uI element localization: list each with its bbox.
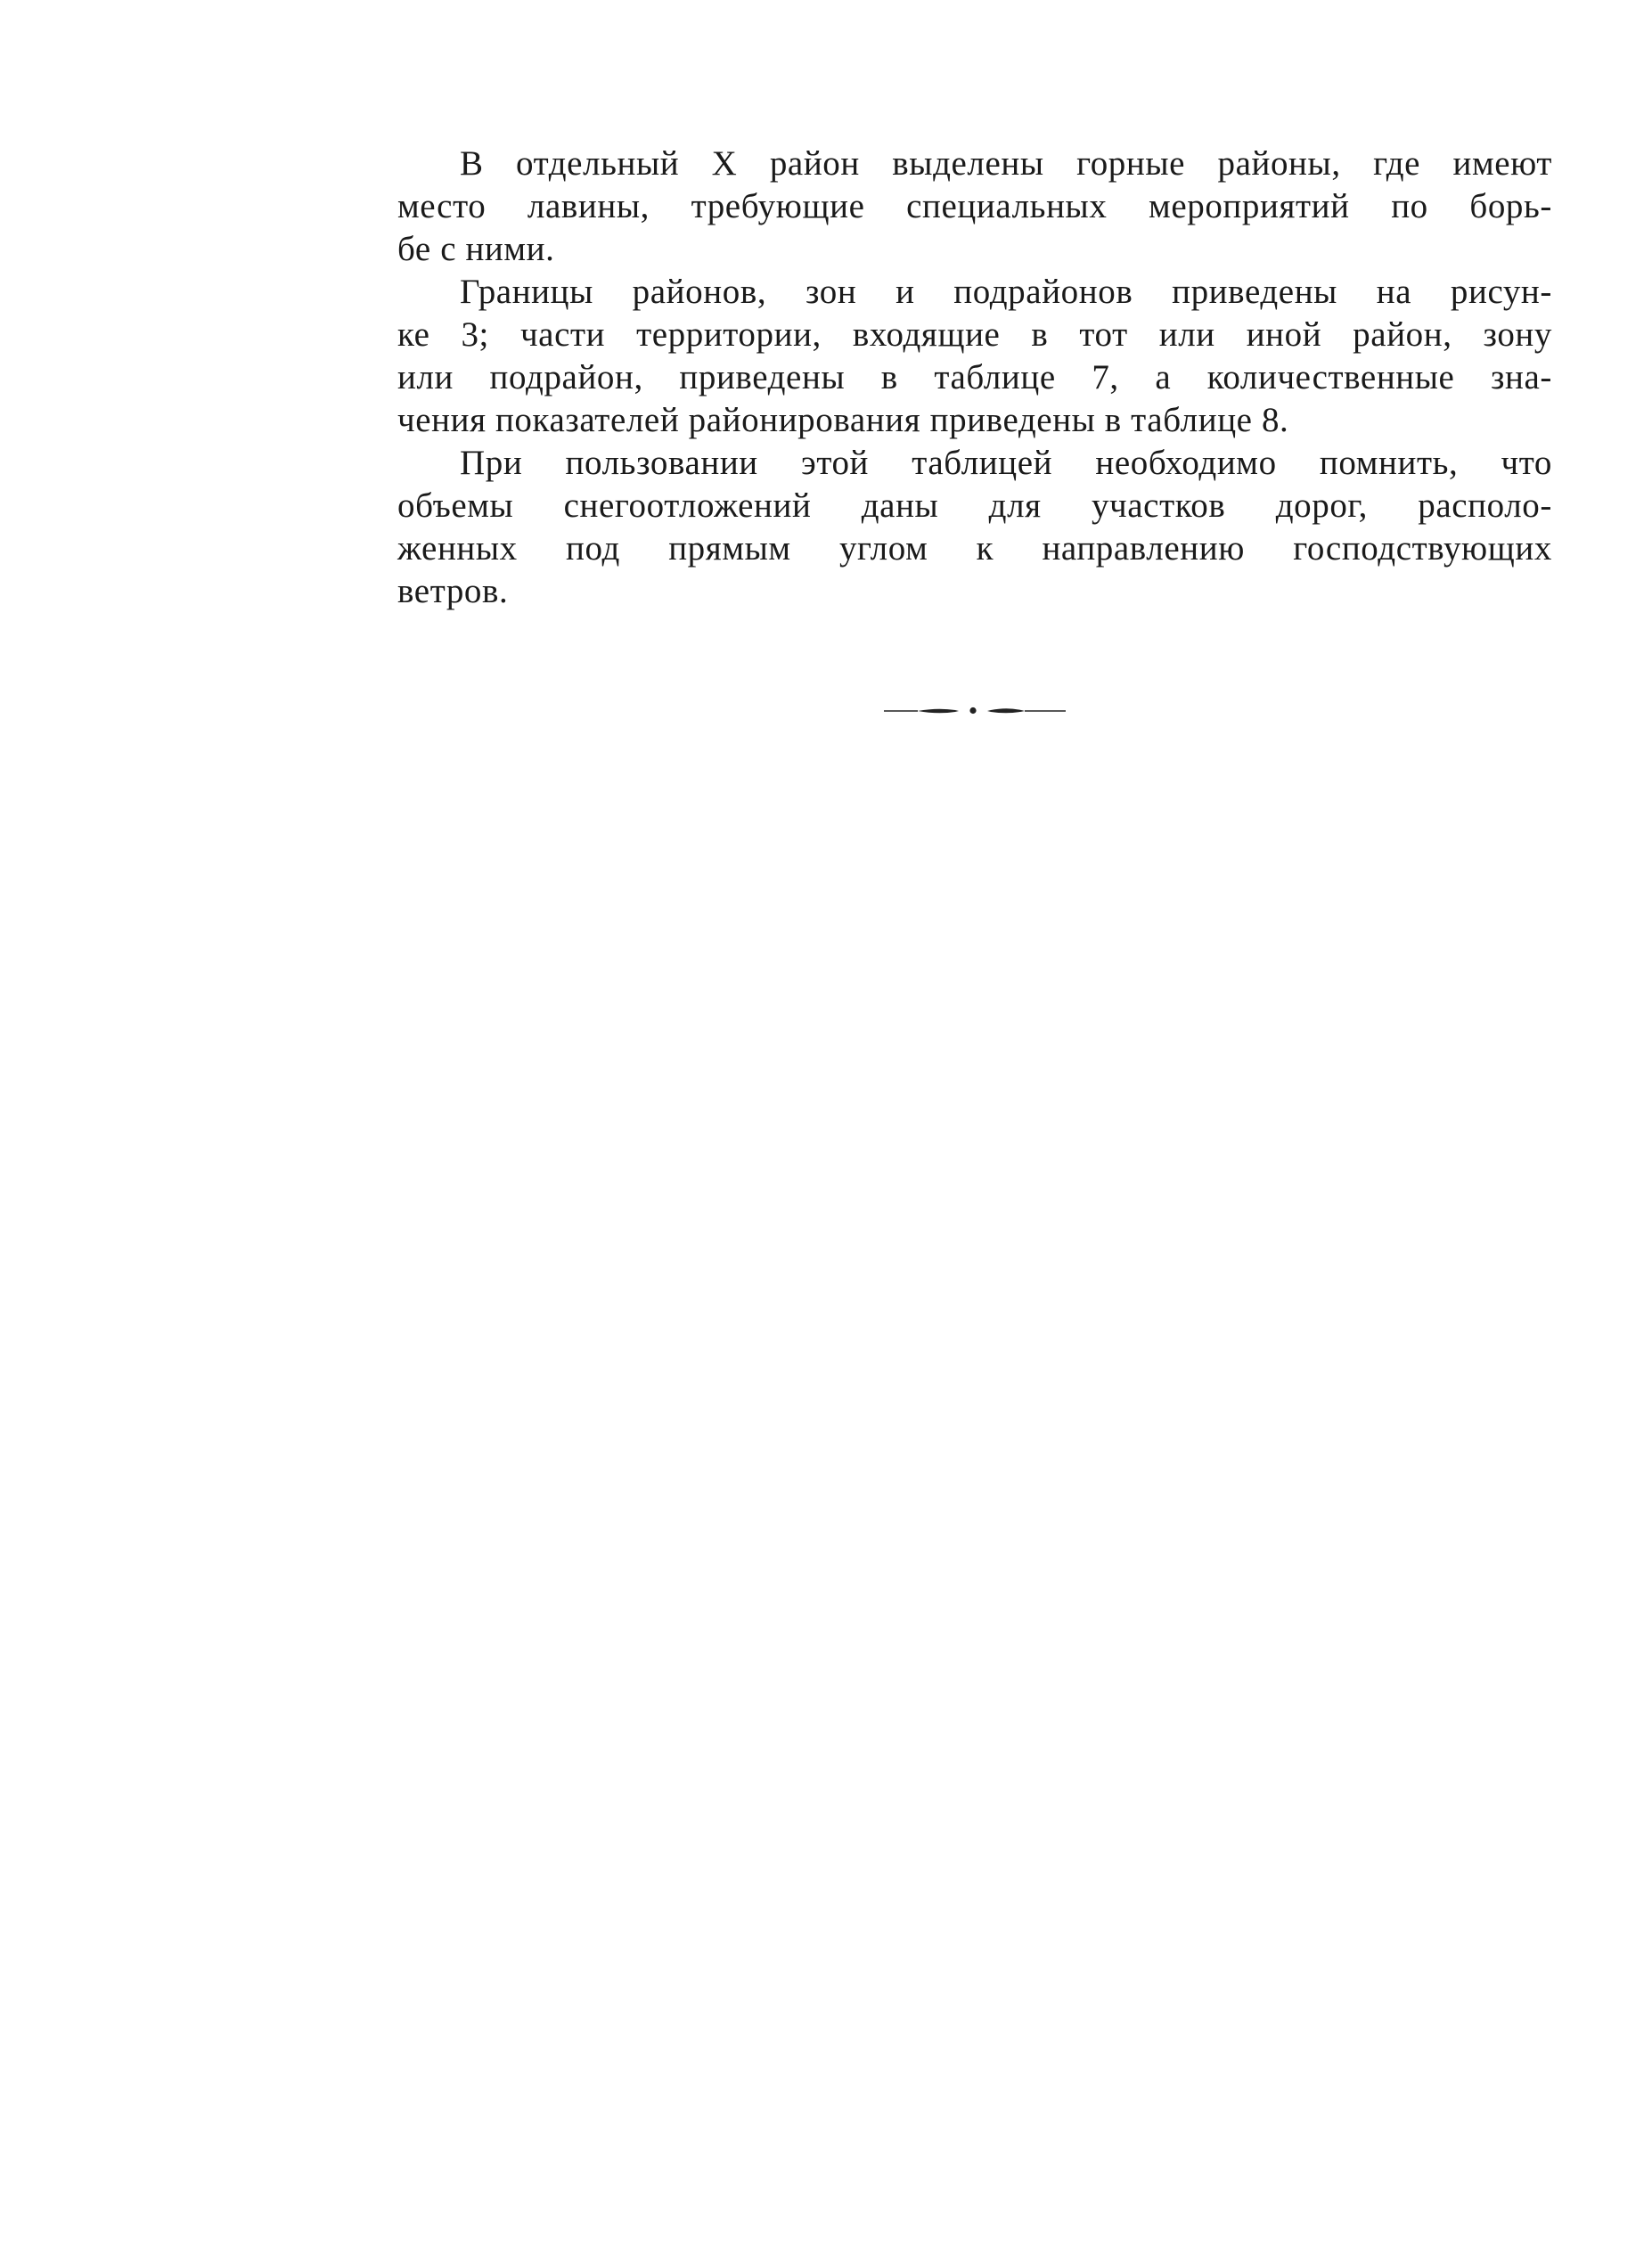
text-line: чения показателей районирования приведены в таблице 8. xyxy=(397,401,1289,439)
text-line: женных под прямым углом к направлению господствующих xyxy=(397,529,1552,568)
paragraph-avalanche-district xyxy=(397,143,1552,271)
text-line: место лавины, требующие специальных мероприятий по борь- xyxy=(397,187,1552,225)
text-line: Границы районов, зон и подрайонов приведены на рисун- xyxy=(460,273,1552,311)
paragraph-district-boundaries xyxy=(397,271,1552,442)
text-line: или подрайон, приведены в таблице 7, а количественные зна- xyxy=(397,358,1552,396)
body-text xyxy=(397,143,1552,613)
text-line: ке 3; части территории, входящие в тот или иной район, зону xyxy=(397,315,1552,354)
section-end-ornament-icon xyxy=(882,702,1069,720)
text-line: бе с ними. xyxy=(397,230,555,268)
text-line: объемы снегоотложений даны для участков дорог, располо- xyxy=(397,486,1552,525)
text-line: При пользовании этой таблицей необходимо помнить, что xyxy=(460,444,1552,482)
text-line: ветров. xyxy=(397,572,509,610)
text-line: В отдельный X район выделены горные районы, где имеют xyxy=(460,144,1552,183)
paragraph-table-usage-note xyxy=(397,442,1552,613)
